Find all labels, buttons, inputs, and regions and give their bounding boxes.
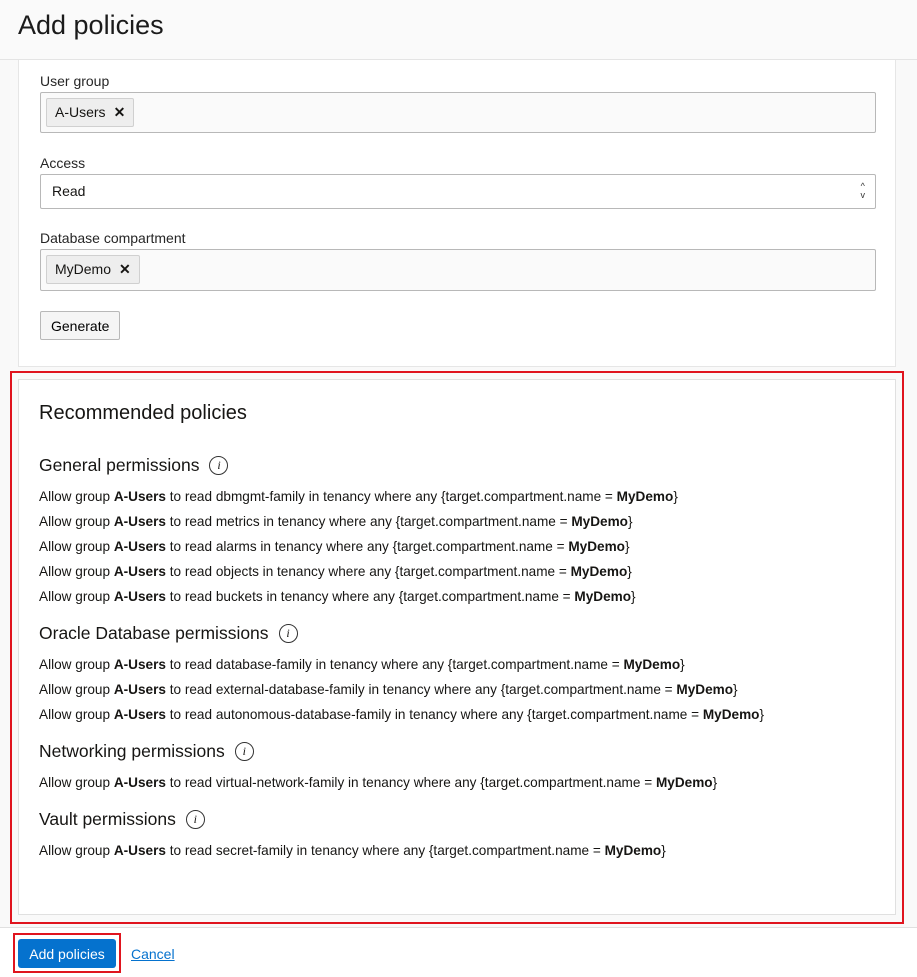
policy-text: }	[759, 707, 765, 722]
policy-text: Allow group	[39, 564, 114, 579]
policy-statement	[39, 838, 875, 863]
policy-compartment: MyDemo	[571, 514, 628, 529]
permission-section	[39, 623, 875, 727]
policy-statement	[39, 484, 875, 509]
policy-group: A-Users	[113, 775, 166, 790]
policy-group: A-Users	[113, 682, 166, 697]
section-title-text: General permissions	[39, 455, 200, 475]
access-select[interactable]	[40, 174, 876, 209]
policy-text: Allow group	[39, 589, 114, 604]
section-title	[39, 623, 875, 644]
section-title	[39, 809, 875, 830]
policy-text: to read alarms in tenancy where any {target.compartment.name =	[165, 539, 569, 554]
info-icon[interactable]: i	[209, 456, 228, 475]
permission-section	[39, 809, 875, 863]
compartment-chip	[46, 255, 140, 284]
policy-text: }	[673, 489, 678, 504]
access-label: Access	[40, 155, 86, 171]
page-title: Add policies	[18, 10, 164, 40]
compartment-input[interactable]	[40, 249, 876, 291]
policy-group: A-Users	[113, 589, 166, 604]
policy-statement	[39, 770, 875, 795]
policy-text: Allow group	[39, 539, 114, 554]
policy-statement	[39, 534, 875, 559]
policy-statement	[39, 652, 875, 677]
policy-text: to read objects in tenancy where any {target.compartment.name =	[165, 564, 571, 579]
page-header	[0, 0, 917, 60]
policy-text: }	[627, 564, 632, 579]
policy-text: Allow group	[39, 707, 114, 722]
policy-compartment: MyDemo	[568, 539, 625, 554]
user-group-chip	[46, 98, 134, 127]
policy-text: Allow group	[39, 775, 114, 790]
policy-group: A-Users	[113, 564, 166, 579]
user-group-label: User group	[40, 73, 110, 89]
policy-compartment: MyDemo	[676, 682, 734, 697]
policy-compartment: MyDemo	[623, 657, 681, 672]
generate-button[interactable]: Generate	[40, 311, 120, 340]
permission-section	[39, 455, 875, 609]
chip-label: A-Users	[55, 104, 106, 120]
chip-label: MyDemo	[55, 261, 112, 277]
policy-statement	[39, 509, 875, 534]
policy-group: A-Users	[113, 514, 166, 529]
user-group-input[interactable]	[40, 92, 876, 133]
policy-text: to read autonomous-database-family in tenancy where any {target.compartment.name =	[165, 707, 703, 722]
policy-group: A-Users	[113, 489, 166, 504]
policy-compartment: MyDemo	[655, 775, 713, 790]
section-title	[39, 455, 875, 476]
policy-group: A-Users	[113, 657, 166, 672]
policy-statement	[39, 702, 875, 727]
policy-form	[18, 60, 896, 367]
policy-text: }	[733, 682, 738, 697]
recommended-policies-panel	[18, 379, 896, 915]
access-value: Read	[52, 183, 86, 199]
policy-text: Allow group	[39, 843, 114, 858]
policy-compartment: MyDemo	[702, 707, 760, 722]
policy-statement	[39, 559, 875, 584]
policy-text: to read database-family in tenancy where any {target.compartment.name =	[165, 657, 624, 672]
policy-compartment: MyDemo	[574, 589, 632, 604]
policy-compartment: MyDemo	[604, 843, 662, 858]
policy-text: Allow group	[39, 657, 114, 672]
permission-section	[39, 741, 875, 795]
policy-text: }	[680, 657, 685, 672]
policy-text: to read buckets in tenancy where any {target.compartment.name =	[165, 589, 575, 604]
compartment-label: Database compartment	[40, 230, 186, 246]
policy-statement	[39, 584, 875, 609]
cancel-link[interactable]: Cancel	[131, 946, 175, 962]
add-policies-button[interactable]: Add policies	[18, 939, 116, 968]
policy-text: }	[661, 843, 666, 858]
policy-text: to read metrics in tenancy where any {target.compartment.name =	[165, 514, 572, 529]
recommended-title: Recommended policies	[39, 402, 247, 424]
policy-compartment: MyDemo	[570, 564, 628, 579]
section-title	[39, 741, 875, 762]
policy-compartment: MyDemo	[616, 489, 674, 504]
policy-text: to read virtual-network-family in tenancy where any {target.compartment.name =	[165, 775, 656, 790]
policy-text: to read secret-family in tenancy where any {target.compartment.name =	[165, 843, 605, 858]
section-title-text: Networking permissions	[39, 741, 225, 761]
policy-text: Allow group	[39, 489, 114, 504]
policy-text: }	[712, 775, 718, 790]
policy-text: to read dbmgmt-family in tenancy where any {target.compartment.name =	[165, 489, 617, 504]
policy-text: }	[631, 589, 636, 604]
section-title-text: Vault permissions	[39, 809, 176, 829]
policy-text: Allow group	[39, 514, 114, 529]
info-icon[interactable]: i	[279, 624, 298, 643]
info-icon[interactable]: i	[186, 810, 205, 829]
policy-statement	[39, 677, 875, 702]
policy-text: }	[627, 514, 633, 529]
policy-group: A-Users	[113, 843, 166, 858]
policy-text: }	[624, 539, 630, 554]
policy-text: Allow group	[39, 682, 114, 697]
policy-text: to read external-database-family in tenancy where any {target.compartment.name =	[165, 682, 677, 697]
info-icon[interactable]: i	[235, 742, 254, 761]
policy-group: A-Users	[113, 707, 166, 722]
remove-chip-icon[interactable]: ✕	[113, 104, 126, 120]
remove-chip-icon[interactable]: ✕	[119, 261, 131, 277]
chevron-up-down-icon: ^ v	[860, 181, 865, 200]
section-title-text: Oracle Database permissions	[39, 623, 269, 643]
policy-group: A-Users	[113, 539, 166, 554]
